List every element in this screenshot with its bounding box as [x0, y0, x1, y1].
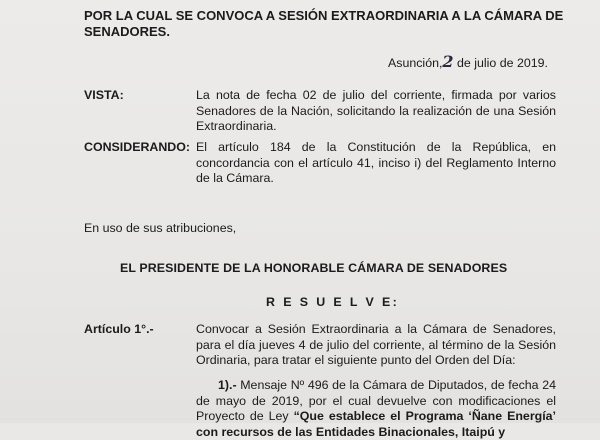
document-title: POR LA CUAL SE CONVOCA A SESIÓN EXTRAORDINARIA A LA CÁMARA DE SENADORES.	[84, 8, 564, 39]
item-1-text-bold: “Que establece el Programa ‘Ñane Energía’ con recursos de las Entidades Binacionales, Itaipú y	[196, 409, 556, 439]
date-prefix: Asunción,	[388, 56, 443, 70]
item-1-text	[196, 378, 556, 440]
considerando-text: El artículo 184 de la Constitución de la República, en concordancia con el artículo 41, inciso i) del Reglamento Interno de la Cámara.	[196, 140, 556, 185]
article-1-label: Artículo 1°.-	[84, 322, 154, 336]
date-suffix: de julio de 2019.	[457, 56, 548, 70]
item-1-number: 1).-	[218, 378, 237, 392]
handwritten-day: 2	[442, 52, 454, 71]
vista-text: La nota de fecha 02 de julio del corriente, firmada por varios Senadores de la Nación, solicitando la realización de una Sesión Extraordinaria.	[196, 88, 556, 133]
document-date	[388, 54, 548, 72]
item-1-text-regular: Mensaje Nº 496 de la Cámara de Diputados, de fecha 24 de mayo de 2019, por el cual devuelve con modificaciones el Proyecto de Ley	[196, 378, 556, 423]
considerando-label: CONSIDERANDO:	[84, 140, 191, 154]
attributions-line: En uso de sus atribuciones,	[84, 221, 237, 235]
resuelve-heading: R E S U E L V E:	[266, 295, 400, 309]
vista-label: VISTA:	[84, 88, 124, 102]
article-1-text: Convocar a Sesión Extraordinaria a la Cámara de Senadores, para el día jueves 4 de julio del corriente, al término de la Sesión Ordinaria, para tratar el siguiente punto del Orden del Día:	[196, 322, 556, 367]
president-heading: EL PRESIDENTE DE LA HONORABLE CÁMARA DE SENADORES	[120, 261, 508, 275]
